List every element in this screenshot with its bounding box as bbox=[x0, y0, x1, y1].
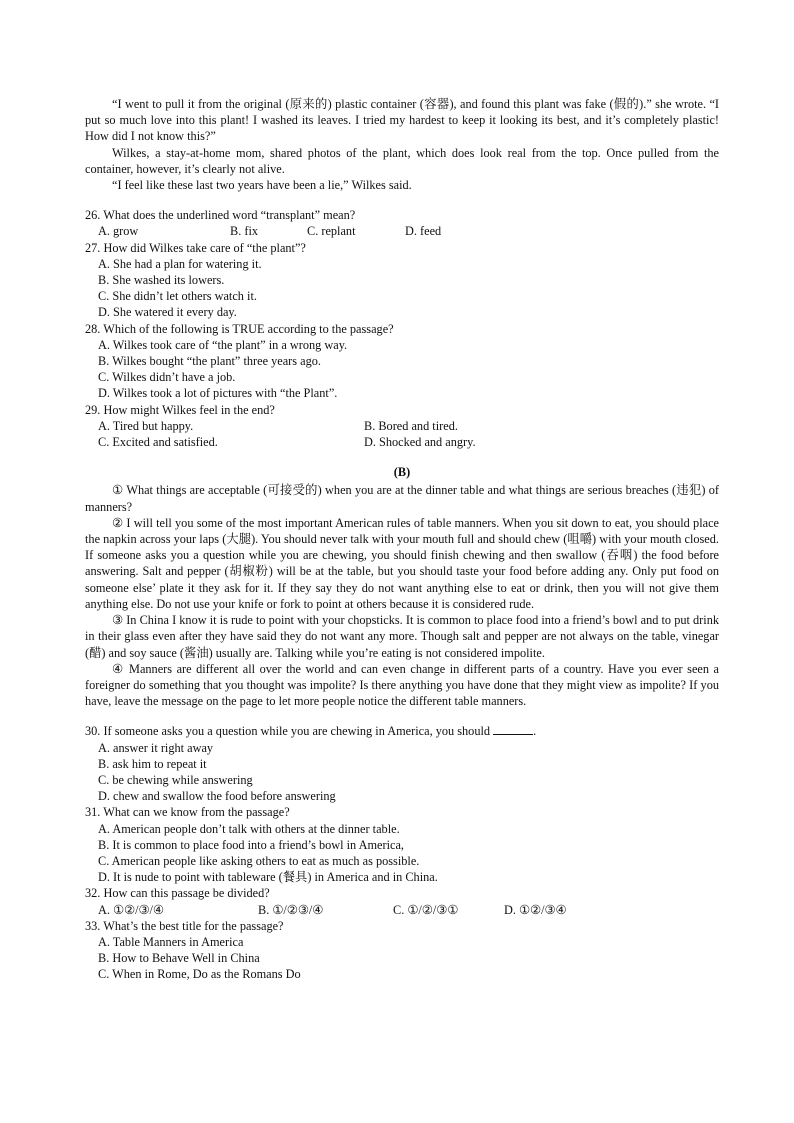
options-row bbox=[85, 223, 719, 239]
question-30 bbox=[85, 723, 719, 804]
section-title: (B) bbox=[393, 465, 411, 480]
question-27 bbox=[85, 240, 719, 321]
option-a[interactable]: A. grow bbox=[98, 224, 139, 239]
question-28 bbox=[85, 321, 719, 402]
option-a[interactable]: A. Tired but happy. bbox=[98, 418, 194, 433]
option-a[interactable]: A. Wilkes took care of “the plant” in a wrong way. bbox=[98, 337, 348, 352]
option-c[interactable]: C. ①/②/③① bbox=[393, 902, 459, 917]
question-stem: 32. How can this passage be divided? bbox=[85, 886, 270, 901]
questions-b bbox=[85, 723, 719, 982]
option-b[interactable]: B. Bored and tired. bbox=[364, 418, 458, 433]
answer-blank[interactable] bbox=[493, 723, 533, 735]
question-29 bbox=[85, 402, 719, 451]
option-b[interactable]: B. Wilkes bought “the plant” three years ago. bbox=[98, 354, 321, 369]
question-stem: 31. What can we know from the passage? bbox=[85, 805, 290, 820]
option-b[interactable]: B. How to Behave Well in China bbox=[98, 951, 260, 966]
question-stem: 33. What’s the best title for the passage? bbox=[85, 918, 284, 933]
option-c[interactable]: C. Wilkes didn’t have a job. bbox=[98, 370, 236, 385]
passage-b-paragraph: ④ Manners are different all over the world and can even change in different parts of a country. Have you ever seen a foreigner do something that you thought was impolite? Is there anything you have done that they might view as impolite? If you have, leave the message on the page to let more people notice the different table manners. bbox=[85, 661, 719, 709]
question-stem: 28. Which of the following is TRUE according to the passage? bbox=[85, 321, 394, 336]
option-c[interactable]: C. When in Rome, Do as the Romans Do bbox=[98, 967, 301, 982]
option-b[interactable]: B. She washed its lowers. bbox=[98, 273, 225, 288]
passage-b-paragraph: ② I will tell you some of the most important American rules of table manners. When you sit down to eat, you should place the napkin across your laps (大腿). You should never talk with your mouth full and should chew (咀嚼) with your mouth closed. If someone asks you a question while you are chewing, you should finish chewing and then swallow (吞咽) the food before answering. Salt and pepper (胡椒粉) will be at the table, but you should taste your food before adding any. Only put food on someone else’ plate it they ask for it. If they say they do not want anything else to eat or drink, then you will not give them anything else. Do not use your knife or fork to point at others because it is considered rude. bbox=[85, 515, 719, 611]
question-33 bbox=[85, 918, 719, 983]
option-d[interactable]: D. feed bbox=[405, 224, 442, 239]
question-26 bbox=[85, 207, 719, 239]
passage-a bbox=[85, 96, 719, 193]
passage-a-paragraph: “I went to pull it from the original (原来的) plastic container (容器), and found this plant was fake (假的).” she wrote. “I put so much love into this plant! I washed its leaves. I tried my hardest to keep it looking its best, and it’s completely plastic! How did I not know this?” bbox=[85, 97, 719, 144]
option-b[interactable]: B. fix bbox=[230, 224, 259, 239]
question-stem-end: . bbox=[533, 724, 537, 739]
option-a[interactable]: A. Table Manners in America bbox=[98, 934, 244, 949]
question-stem: 26. What does the underlined word “transplant” mean? bbox=[85, 208, 356, 223]
question-stem bbox=[85, 723, 719, 739]
option-c[interactable]: C. replant bbox=[307, 224, 356, 239]
option-a[interactable]: A. answer it right away bbox=[98, 740, 214, 755]
options-row bbox=[85, 418, 719, 434]
option-d[interactable]: D. Shocked and angry. bbox=[364, 435, 476, 450]
option-c[interactable]: C. American people like asking others to eat as much as possible. bbox=[98, 853, 420, 868]
options-row bbox=[85, 902, 719, 918]
passage-b-paragraph: ③ In China I know it is rude to point with your chopsticks. It is common to place food into a friend’s bowl and to put drink in their glass even after they have said they do not want any more. Though salt and pepper are not always on the table, vinegar (醋) and soy sauce (酱油) usually are. Talking while you’re eating is not considered impolite. bbox=[85, 613, 719, 660]
question-32 bbox=[85, 885, 719, 917]
option-d[interactable]: D. She watered it every day. bbox=[98, 305, 237, 320]
passage-a-paragraph: “I feel like these last two years have been a lie,” Wilkes said. bbox=[112, 178, 412, 193]
passage-b-paragraph: ① What things are acceptable (可接受的) when you are at the dinner table and what things are serious breaches (违犯) of manners? bbox=[85, 483, 719, 514]
options-row bbox=[85, 434, 719, 450]
questions-a bbox=[85, 207, 719, 450]
question-stem-text: 30. If someone asks you a question while you are chewing in America, you should bbox=[85, 724, 491, 739]
option-d[interactable]: D. Wilkes took a lot of pictures with “the Plant”. bbox=[98, 386, 338, 401]
question-stem: 27. How did Wilkes take care of “the plant”? bbox=[85, 240, 306, 255]
option-b[interactable]: B. It is common to place food into a friend’s bowl in America, bbox=[98, 837, 404, 852]
option-d[interactable]: D. ①②/③④ bbox=[504, 902, 567, 917]
option-b[interactable]: B. ask him to repeat it bbox=[98, 756, 207, 771]
option-d[interactable]: D. It is nude to point with tableware (餐具) in America and in China. bbox=[98, 870, 438, 885]
exam-page bbox=[85, 96, 719, 983]
option-a[interactable]: A. American people don’t talk with others at the dinner table. bbox=[98, 821, 400, 836]
option-c[interactable]: C. Excited and satisfied. bbox=[98, 435, 218, 450]
option-c[interactable]: C. be chewing while answering bbox=[98, 772, 253, 787]
question-31 bbox=[85, 804, 719, 885]
option-c[interactable]: C. She didn’t let others watch it. bbox=[98, 289, 257, 304]
option-a[interactable]: A. ①②/③/④ bbox=[98, 902, 164, 917]
question-stem: 29. How might Wilkes feel in the end? bbox=[85, 402, 275, 417]
option-a[interactable]: A. She had a plan for watering it. bbox=[98, 256, 262, 271]
option-d[interactable]: D. chew and swallow the food before answering bbox=[98, 789, 336, 804]
option-b[interactable]: B. ①/②③/④ bbox=[258, 902, 324, 917]
spacer bbox=[85, 193, 719, 207]
passage-b bbox=[85, 464, 719, 709]
passage-a-paragraph: Wilkes, a stay-at-home mom, shared photos of the plant, which does look real from the top. Once pulled from the container, however, it’s clearly not alive. bbox=[85, 145, 719, 176]
